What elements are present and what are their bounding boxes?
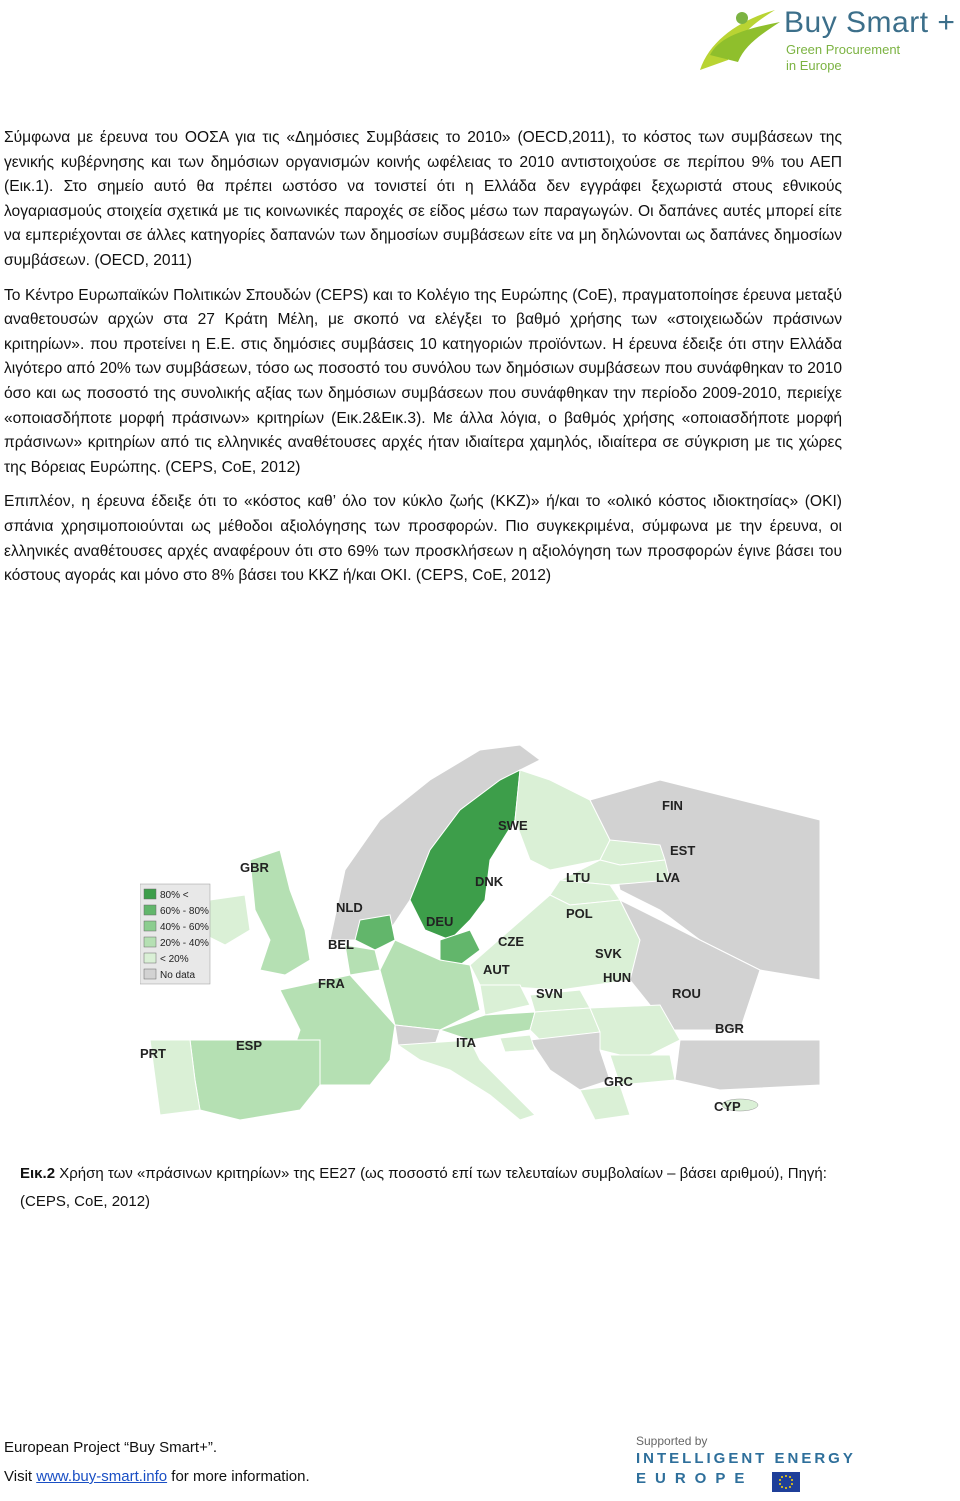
footer-visit-line [4,1462,310,1491]
buy-smart-logo [680,0,960,80]
map-label-bgr: BGR [715,1021,744,1036]
caption-text: Χρήση των «πράσινων κριτηρίων» της ΕΕ27 (ως ποσοστό επί των τελευταίων συμβολαίων – βάσει αριθμού), Πηγή: (CEPS, CoE, 2012) [20,1165,827,1210]
map-label-est: EST [670,843,696,858]
footer [4,1433,310,1491]
eu-flag-icon [772,1472,800,1492]
map-label-pol: POL [566,906,593,921]
map-country-svn [500,1035,535,1052]
map-label-cyp: CYP [714,1099,741,1114]
map-country-balkans [530,1032,610,1090]
map-label-swe: SWE [498,818,528,833]
iee-line: INTELLIGENT ENERGY [636,1450,856,1467]
footer-project-line: European Project “Buy Smart+”. [4,1439,218,1456]
footer-visit-text: Visit [4,1468,37,1485]
legend-label: 40% - 60% [160,922,209,933]
paragraph: Επιπλέον, η έρευνα έδειξε ότι το «κόστος καθ’ όλο τον κύκλο ζωής (ΚΚΖ)» ή/και το «ολικό κόστος ιδιοκτησίας» (ΟΚΙ) σπάνια χρησιμοποιούνται ως μέθοδοι αξιολόγησης των προσφορών. Πιο συγκεκριμένα, σύμφωνα με την έρευνα, οι ελληνικές αναθέτουσες αρχές αναφέρουν ότι στο 69% των προσκλήσεων η αξιολόγηση των προσφορών έγινε βάσει του κόστους αγοράς και μόνο στο 8% βάσει του ΚΚΖ ή/και ΟΚΙ. (CEPS, CoE, 2012) [4,493,842,585]
map-country-fin [515,770,610,870]
logo-subtitle: in Europe [786,58,842,73]
map-label-ita: ITA [456,1035,476,1050]
map-legend [140,884,210,984]
map-country-grc [580,1085,630,1120]
map-label-lva: LVA [656,870,681,885]
logo-title: Buy Smart + [784,6,956,39]
map-label-svk: SVK [595,946,622,961]
map-label-nld: NLD [336,900,363,915]
legend-swatch [144,937,156,947]
legend-label: No data [160,970,196,981]
europe-line: EUROPE [636,1470,754,1487]
paragraph: Το Κέντρο Ευρωπαϊκών Πολιτικών Σπουδών (CEPS) και το Κολέγιο της Ευρώπης (CoE), πραγματοποίησε έρευνα μεταξύ αναθετουσών αρχών στα 27 Κράτη Μέλη, με σκοπό να ελέγξει το βαθμό χρήσης των «στοιχειωδών πράσινων κριτηρίων». που προτείνει η Ε.Ε. στις δημόσιες συμβάσεις 10 κατηγοριών προϊόντων. Η έρευνα έδειξε ότι στην Ελλάδα λιγότερο από 20% των συμβάσεων, τόσο ως ποσοστό του συνόλου των δημόσιων συμβάσεων που συνάφθηκαν το 2010 όσο και ως ποσοστό της συνολικής αξίας των δημόσιων συμβάσεων που συνάφθηκαν την περίοδο 2009-2010, περιείχε «οποιασδήποτε μορφή πράσινων» κριτηρίων (Εικ.2&Εικ.3). Με άλλα λόγια, ο βαθμός χρήσης «οποιασδήποτε μορφή πράσινων» κριτηρίων από τις ελληνικές αναθέτουσες αρχές ήταν ιδιαίτερα χαμηλός, ιδιαίτερα σε σύγκριση με τις χώρες της Βόρειας Ευρώπης. (CEPS, CoE, 2012) [4,286,842,476]
map-label-prt: PRT [140,1046,166,1061]
map-country-irl [205,895,250,945]
iee-logo [636,1434,916,1494]
map-label-cze: CZE [498,934,524,949]
footer-info-text: for more information. [167,1468,310,1485]
legend-label: 60% - 80% [160,906,209,917]
supported-by-label: Supported by [636,1434,708,1448]
logo-swirl-icon [680,0,790,80]
map-label-aut: AUT [483,962,510,977]
legend-swatch [144,969,156,979]
map-label-gbr: GBR [240,860,269,875]
legend-label: < 20% [160,954,189,965]
footer-website-link[interactable]: www.buy-smart.info [36,1468,168,1485]
map-label-hun: HUN [603,970,632,985]
map-country-tur [675,1040,820,1090]
eu-map-figure [140,740,820,1120]
map-label-fra: FRA [318,976,345,991]
legend-label: 20% - 40% [160,938,209,949]
legend-swatch [144,953,156,963]
map-label-rou: ROU [672,986,701,1001]
caption-label: Εικ.2 [20,1165,56,1182]
map-label-esp: ESP [236,1038,263,1053]
legend-label: 80% < [160,890,189,901]
map-country-ita [398,1040,535,1120]
logo-subtitle: Green Procurement [786,42,901,57]
legend-swatch [144,905,156,915]
map-label-grc: GRC [604,1074,633,1089]
legend-swatch [144,921,156,931]
map-label-ltu: LTU [566,870,591,885]
map-label-fin: FIN [662,798,683,813]
document-body [4,126,842,599]
map-label-deu: DEU [426,914,454,929]
map-country-nld [355,915,395,950]
legend-swatch [144,889,156,899]
map-country-cze [480,985,530,1015]
eu-map [140,740,820,1120]
map-label-dnk: DNK [475,874,504,889]
map-label-bel: BEL [328,937,354,952]
map-label-svn: SVN [536,986,563,1001]
paragraph: Σύμφωνα με έρευνα του ΟΟΣΑ για τις «Δημόσιες Συμβάσεις το 2010» (OECD,2011), το κόστος των συμβάσεων της γενικής κυβέρνησης και των δημόσιων οργανισμών κοινής ωφέλειας το 2010 αντιστοιχούσε σε περίπου 9% του ΑΕΠ (Εικ.1). Στο σημείο αυτό θα πρέπει ωστόσο να τονιστεί ότι η Ελλάδα δεν εγγράφει ξεχωριστά στους εθνικούς λογαριασμούς στοιχεία σχετικά με τις κοινωνικές παροχές σε είδος μέσω των παραγωγών. Οι δαπάνες αυτές μπορεί είτε να εμπεριέχονται σε άλλες κατηγορίες δαπανών των δημοσίων συμβάσεων είτε να μη δηλώνονται ως δαπάνες δημοσίων συμβάσεων. (OECD, 2011) [4,129,842,269]
figure-caption [20,1160,840,1216]
